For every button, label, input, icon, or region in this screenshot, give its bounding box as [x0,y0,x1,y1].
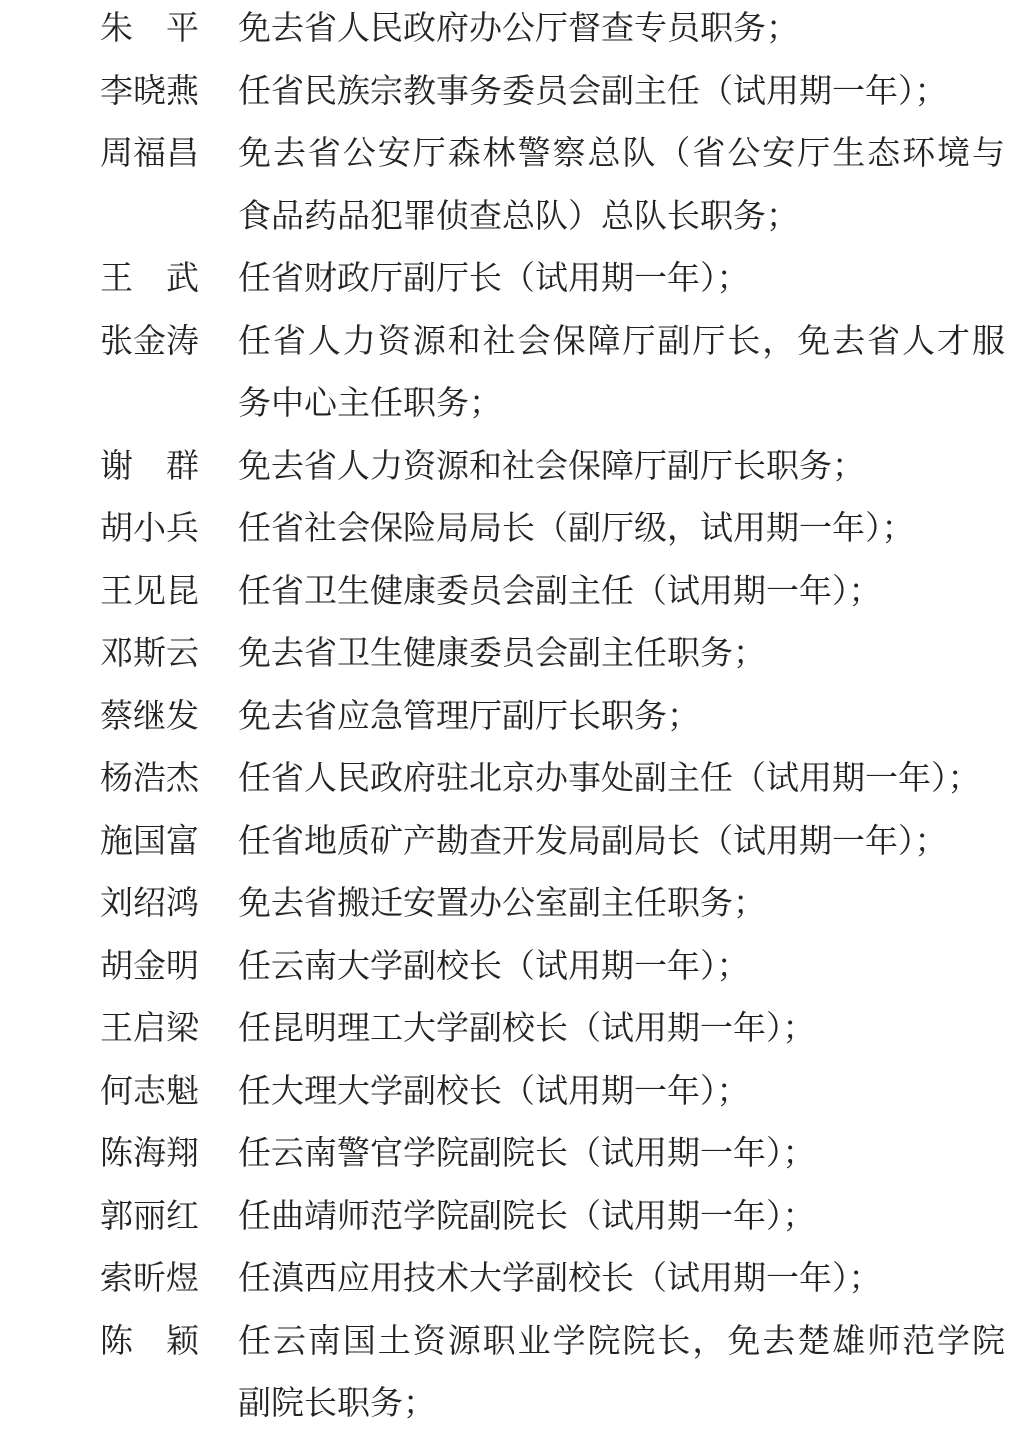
appointment-line: 任云南国土资源职业学院院长，免去楚雄师范学院 [238,1323,1005,1360]
person-name: 张金涛 [100,323,199,360]
appointment-text [238,1061,1005,1124]
personnel-entry [100,123,1005,248]
appointment-text [238,998,1005,1061]
appointment-line: 任大理大学副校长（试用期一年）； [238,1073,750,1110]
person-name: 邓斯云 [100,636,199,672]
personnel-entry [100,1123,1005,1186]
appointment-line: 免去省应急管理厅副厅长职务； [238,698,700,735]
personnel-entry [100,0,1005,61]
appointment-text [238,873,1005,936]
appointment-line: 任云南警官学院副院长（试用期一年）； [238,1136,816,1172]
personnel-entry [100,748,1005,811]
appointment-line: 任曲靖师范学院副院长（试用期一年）； [238,1198,816,1235]
person-name: 王见昆 [100,573,199,610]
person-name: 郭丽红 [100,1198,199,1235]
appointment-text [238,0,1005,61]
person-name: 蔡继发 [100,698,199,735]
personnel-entry [100,436,1005,499]
appointment-text [238,686,1005,749]
personnel-entry [100,936,1005,999]
appointment-text [238,248,1005,311]
appointment-text [238,311,1005,436]
person-name: 索昕煜 [100,1261,199,1297]
personnel-entry [100,61,1005,124]
appointment-line: 任省社会保险局局长（副厅级，试用期一年）； [238,511,915,547]
personnel-entry [100,1186,1005,1249]
personnel-entry [100,998,1005,1061]
personnel-entry [100,623,1005,686]
personnel-entry [100,686,1005,749]
appointment-line: 副院长职务； [238,1386,436,1422]
appointment-line: 任省民族宗教事务委员会副主任（试用期一年）； [238,73,948,110]
appointment-line: 任云南大学副校长（试用期一年）； [238,948,750,985]
appointment-line: 免去省公安厅森林警察总队（省公安厅生态环境与 [238,136,1005,172]
appointment-line: 任省卫生健康委员会副主任（试用期一年）； [238,573,882,610]
appointment-text [238,623,1005,686]
person-name: 李晓燕 [100,73,199,110]
person-name: 胡金明 [100,948,199,985]
appointment-text [238,498,1005,561]
person-name: 周福昌 [100,136,199,172]
appointment-text [238,936,1005,999]
person-name: 胡小兵 [100,511,199,547]
appointment-line: 任省财政厅副厅长（试用期一年）； [238,261,750,297]
person-name: 谢群 [100,448,199,485]
appointment-line: 任省人力资源和社会保障厅副厅长，免去省人才服 [238,323,1005,360]
personnel-entry [100,1061,1005,1124]
appointment-text [238,1311,1005,1436]
person-name: 陈海翔 [100,1136,199,1172]
person-name: 王启梁 [100,1011,199,1047]
appointment-line: 任昆明理工大学副校长（试用期一年）； [238,1011,816,1047]
appointment-text [238,748,1005,811]
personnel-entry [100,811,1005,874]
person-name: 刘绍鸿 [100,886,199,922]
person-name: 杨浩杰 [100,761,199,797]
appointment-line: 免去省人民政府办公厅督查专员职务； [238,11,799,47]
personnel-entry [100,498,1005,561]
appointment-line: 任滇西应用技术大学副校长（试用期一年）； [238,1261,882,1297]
appointment-text [238,1248,1005,1311]
person-name: 王武 [100,261,199,297]
appointment-text [238,61,1005,124]
personnel-entry [100,561,1005,624]
appointment-line: 免去省搬迁安置办公室副主任职务； [238,886,766,922]
appointment-text [238,1186,1005,1249]
personnel-entry [100,873,1005,936]
personnel-entry [100,311,1005,436]
appointment-text [238,811,1005,874]
person-name: 施国富 [100,823,199,860]
person-name: 朱平 [100,11,199,47]
appointment-text [238,1123,1005,1186]
person-name: 陈颖 [100,1323,199,1360]
personnel-list [100,0,1005,1436]
appointment-text [238,123,1005,248]
appointment-text [238,561,1005,624]
appointment-line: 务中心主任职务； [238,386,502,422]
appointment-line: 食品药品犯罪侦查总队）总队长职务； [238,198,799,235]
appointment-line: 任省人民政府驻北京办事处副主任（试用期一年）； [238,761,981,797]
appointment-line: 免去省人力资源和社会保障厅副厅长职务； [238,448,865,485]
personnel-entry [100,1311,1005,1436]
personnel-entry [100,248,1005,311]
personnel-entry [100,1248,1005,1311]
appointment-line: 免去省卫生健康委员会副主任职务； [238,636,766,672]
person-name: 何志魁 [100,1073,199,1110]
appointment-text [238,436,1005,499]
appointment-line: 任省地质矿产勘查开发局副局长（试用期一年）； [238,823,948,860]
